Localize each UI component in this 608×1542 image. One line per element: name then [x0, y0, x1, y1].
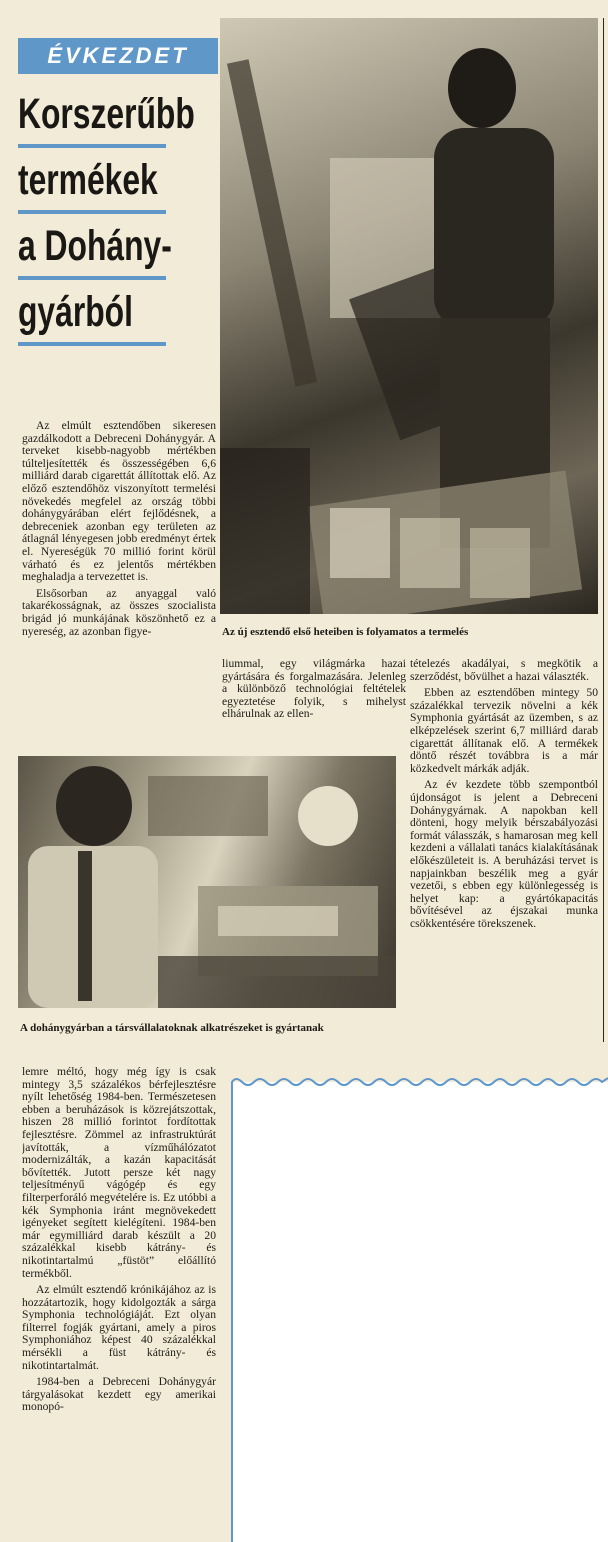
photo-caption: Az új esztendő első heteiben is folyamatos a termelés [222, 626, 469, 638]
machinist-photo [18, 756, 396, 1008]
photo-illustration [220, 18, 598, 614]
headline-line: gyárból [18, 290, 166, 346]
photo-caption: A dohánygyárban a társvállalatoknak alkatrészeket is gyártanak [20, 1022, 324, 1034]
factory-worker-photo [220, 18, 598, 614]
article-column-2 [222, 658, 406, 754]
paragraph: Ebben az esztendőben mintegy 50 százalékkal tervezik növelni a kék Symphonia gyártását az üzemben, s az elképzelések szerint 6,7 milliárd darab cigarettát állítanak elő. A termékek döntő részét továbbra is a már közkedvelt márkák adják. [410, 686, 598, 775]
paragraph: tételezés akadályai, s megkötik a szerződést, bővülhet a hazai választék. [410, 658, 598, 683]
paragraph: liummal, egy világmárka hazai gyártására és forgalmazására. Jelenleg a különböző technológiai feltételek egyeztetése folyik, s mihelyst elhárulnak az ellen- [222, 658, 406, 721]
wavy-border [214, 1062, 608, 1542]
paragraph: Az elmúlt esztendőben sikeresen gazdálkodott a Debreceni Dohánygyár. A terveket kisebb-nagyobb mértékben túlteljesítették és összességében 6,6 milliárd darab cigarettát állítottak elő. Az előző esztendőhöz viszonyított termelési növekedés megfelel az ország többi dohánygyárában elért fejlődésnek, a debreceniek azonban egy területen az átlagnál lényegesen jobb eredményt értek el. Nyereségük 70 millió forint körül várható és ez jelentős mértékben meghaladja a tervezettet is. [22, 420, 216, 584]
paragraph: 1984-ben a Debreceni Dohánygyár tárgyalásokat kezdett egy amerikai monopó- [22, 1375, 216, 1414]
paragraph: Az év kezdete több szempontból újdonságot is jelent a Debreceni Dohánygyárnak. A napokban kell dönteni, hogy melyik bérszabályozási formát válasszák, s hamarosan meg kell kezdeni a vállalati tanács kialakításának előkészületeit is. A beruházási tervet is napjainkban beszélik meg a gyár vezetői, s ebben egy különlegesség is helyet kap: a gyártókapacitás bővítésével az éjszakai munka csökkentésére törekszenek. [410, 778, 598, 930]
paragraph: lemre méltó, hogy még így is csak mintegy 3,5 százalékos bérfejlesztésre nyílt lehetőség 1984-ben. Természetesen ebben a beruházások is közrejátszottak, hiszen 28 millió forintot fordítottak fejlesztésre. Zömmel az infrastruktúrát javították, a vízműhálózatot modernizálták, a kazán kapacitását bővítették. Jutott persze két nagy teljesítményű vágógép és egy filterperforáló megvételére is. Ez utóbbi a kék Symphonia iránt megnövekedett igényeket segített kielégíteni. 1984-ben már egymilliárd darab készült a 20 százalékkal kisebb kátrány- és nikotintartalmú „füstöt” előállító termékből. [22, 1066, 216, 1280]
article-column-4 [22, 1066, 216, 1536]
article-column-3 [410, 658, 598, 1054]
headline [18, 92, 218, 356]
section-kicker: ÉVKEZDET [18, 38, 218, 74]
paragraph: Az elmúlt esztendő krónikájához az is hozzátartozik, hogy kidolgozták a sárga Symphonia technológiáját. Ezt olyan filterrel fogják gyártani, amely a piros Symphoniához képest 40 százalékkal mérsékli a füst kátrány- és nikotintartalmát. [22, 1283, 216, 1372]
article-column-1 [22, 420, 216, 750]
photo-illustration [18, 756, 396, 1008]
headline-line: Korszerűbb [18, 92, 166, 148]
paragraph: Elsősorban az anyaggal való takarékosságnak, az összes szocialista brigád jó munkájának köszönhető ez a nyereség, az azonban figye- [22, 586, 216, 638]
column-rule [603, 18, 604, 1042]
headline-line: termékek [18, 158, 166, 214]
headline-line: a Dohány- [18, 224, 166, 280]
